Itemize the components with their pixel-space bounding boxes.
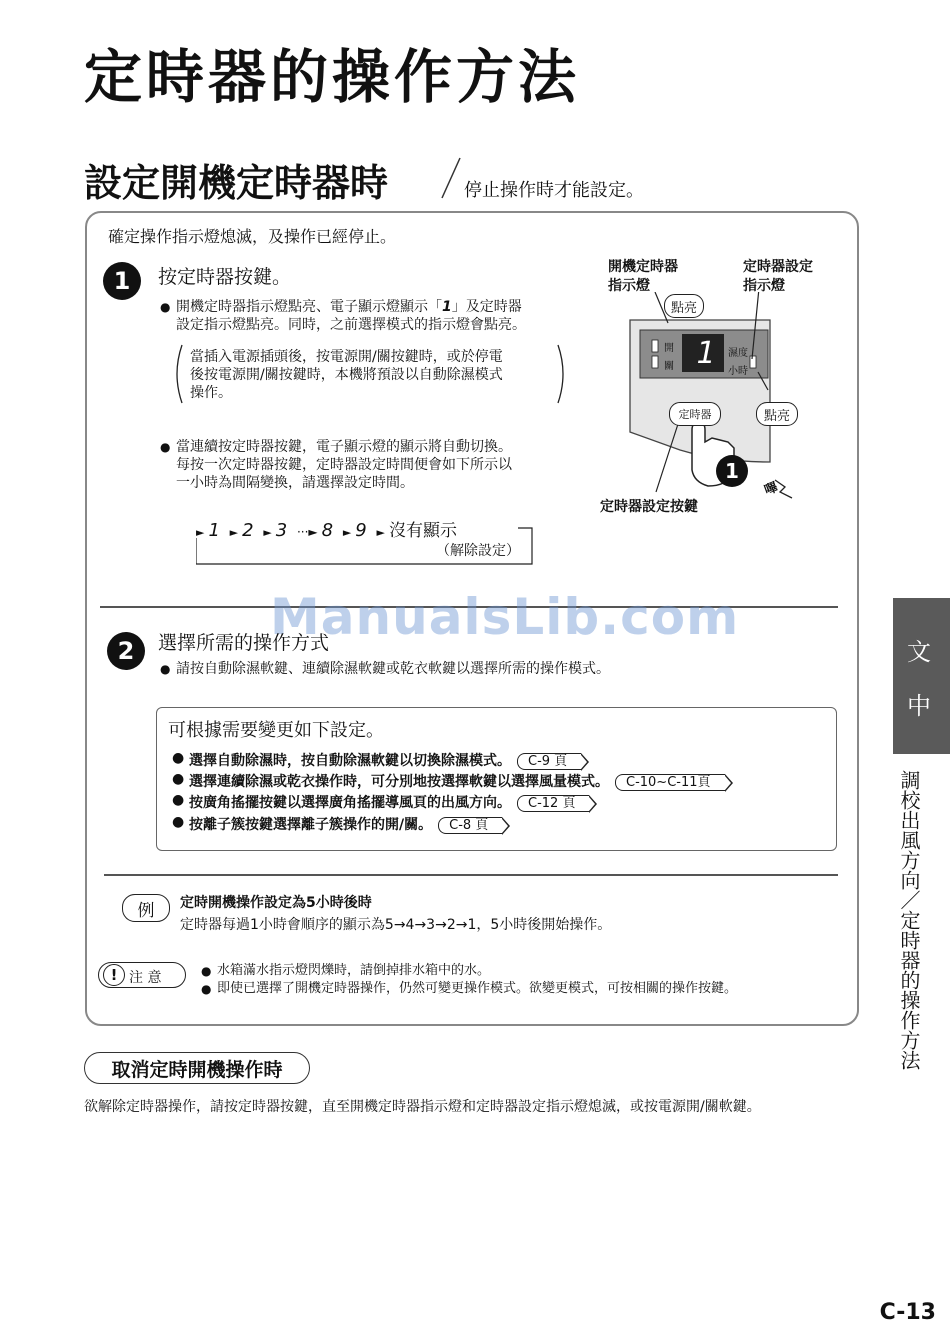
label-on-timer-indicator [608,258,678,296]
example-title: 定時開機操作設定為5小時後時 [180,895,372,911]
side-tab-char: 中 [907,692,931,720]
settings-title: 可根據需要變更如下設定。 [168,720,384,741]
settings-item-text: 按離子簇按鍵選擇離子簇操作的開/關。 [189,817,433,833]
page-ref-link[interactable]: C-12 頁 [517,795,589,812]
paren-note [190,348,503,402]
example-badge: 例 [122,894,170,922]
label-line: 指示燈 [743,278,785,294]
caution-badge [98,962,186,988]
cancel-text: 欲解除定時器操作，請按定時器按鍵，直至開機定時器指示燈和定時器設定指示燈熄滅，或按電源開/關軟鍵。 [84,1099,761,1115]
step-2-number-icon: 2 [107,632,145,670]
timer-button[interactable]: 定時器 [669,402,721,426]
sequence-item: 8 [321,520,334,541]
lit-badge-2: 點亮 [756,402,798,426]
example-text: 定時器每過1小時會順序的顯示為5→4→3→2→1，5小時後開始操作。 [180,917,612,933]
section-slash-divider [436,156,466,200]
panel-humidity-label: 濕度 [728,348,748,359]
label-line: 開機定時器 [608,259,678,275]
step-1-number-icon: 1 [103,262,141,300]
panel-display-digit: 1 [696,336,716,371]
sequence-item: 9 [355,520,367,541]
panel-hour-label: 小時 [728,366,748,377]
step-1-bullet-2 [176,438,512,492]
caution-label: 注 意 [129,970,162,986]
settings-item [189,750,581,770]
hand-step-1-icon: 1 [716,455,748,487]
section-title: 設定開機定時器時 [84,161,389,205]
step-2-bullet: ● 請按自動除濕軟鍵、連續除濕軟鍵或乾衣軟鍵以選擇所需的操作模式。 [176,660,610,678]
lit-badge-1: 點亮 [664,294,704,318]
cancel-section-title: 取消定時開機操作時 [84,1052,310,1084]
divider [104,874,838,876]
step-1-bullet-1 [176,298,526,334]
section-note: 停止操作時才能設定。 [464,180,644,201]
settings-item-text: 選擇連續除濕或乾衣操作時，可分別地按選擇軟鍵以選擇風量模式。 [189,774,609,790]
bullet-1-text-a: 開機定時器指示燈點亮、電子顯示燈顯示「 [176,299,442,315]
bullet-1-text-c: 設定指示燈點亮。同時，之前選擇模式的指示燈會點亮。 [176,317,526,333]
bullet-1-text-b: 」及定時器 [451,299,522,315]
sequence-item: 3 [275,520,288,541]
language-side-tab [893,598,950,754]
caution-item: ● 即使已選擇了開機定時器操作，仍然可變更操作模式。欲變更模式，可按相關的操作按鍵。 [217,980,737,998]
step-2-title: 選擇所需的操作方式 [158,632,330,654]
panel-close-label: 關 [664,361,674,372]
page-ref-link[interactable]: C-10~C-11頁 [615,774,725,791]
label-line: 定時器設定 [743,259,813,275]
bullet-2-line: 每按一次定時器按鍵，定時器設定時間便會如下所示以 [176,457,512,473]
sequence-item: 1 [208,520,220,541]
paren-line: 當插入電源插頭後，按電源開/關按鍵時，或於停電 [190,349,503,365]
intro-text: 確定操作指示燈熄滅，及操作已經停止。 [108,227,397,246]
panel-open-label: 開 [664,343,674,354]
bullet-2-line: 一小時為間隔變換，請選擇設定時間。 [176,475,414,491]
paren-line: 操作。 [190,385,232,401]
label-timer-set-indicator [743,258,813,296]
page-ref-link[interactable]: C-9 頁 [517,753,581,770]
page-title: 定時器的操作方法 [84,43,581,111]
vertical-chapter-title: 調校出風方向／定時器的操作方法 [897,770,921,1070]
exclamation-icon: ! [103,964,125,986]
sequence-end-sub: （解除設定） [436,543,520,559]
beep-label: 嗶 [762,480,780,499]
watermark: ManualsLib.com [270,588,740,646]
paren-line: 後按電源開/關按鍵時，本機將預設以自動除濕模式 [190,367,503,383]
caution-item: ● 水箱滿水指示燈閃爍時，請倒掉排水箱中的水。 [217,962,490,980]
settings-item [189,792,589,812]
step-1-title: 按定時器按鍵。 [158,266,292,288]
page-number: C-13 [879,1300,936,1325]
bullet-2-line: ● 當連續按定時器按鍵，電子顯示燈的顯示將自動切換。 [176,439,512,455]
settings-item [189,771,725,791]
settings-item [189,814,502,834]
bullet-1-digit: 1 [442,299,452,315]
sequence-end-label: 沒有顯示 [388,521,457,541]
sequence-item: 2 [242,520,254,541]
timer-button-label: 定時器設定按鍵 [600,499,698,515]
settings-item-text: 選擇自動除濕時，按自動除濕軟鍵以切換除濕模式。 [189,753,511,769]
settings-item-text: 按廣角搖擺按鍵以選擇廣角搖擺導風頁的出風方向。 [189,795,511,811]
side-tab-char: 文 [907,638,931,666]
timer-sequence: ► 1 ► 2 ► 3 ···► 8 ► 9 ► 沒有顯示 [196,520,457,541]
page-ref-link[interactable]: C-8 頁 [438,817,502,834]
label-line: 指示燈 [608,278,650,294]
